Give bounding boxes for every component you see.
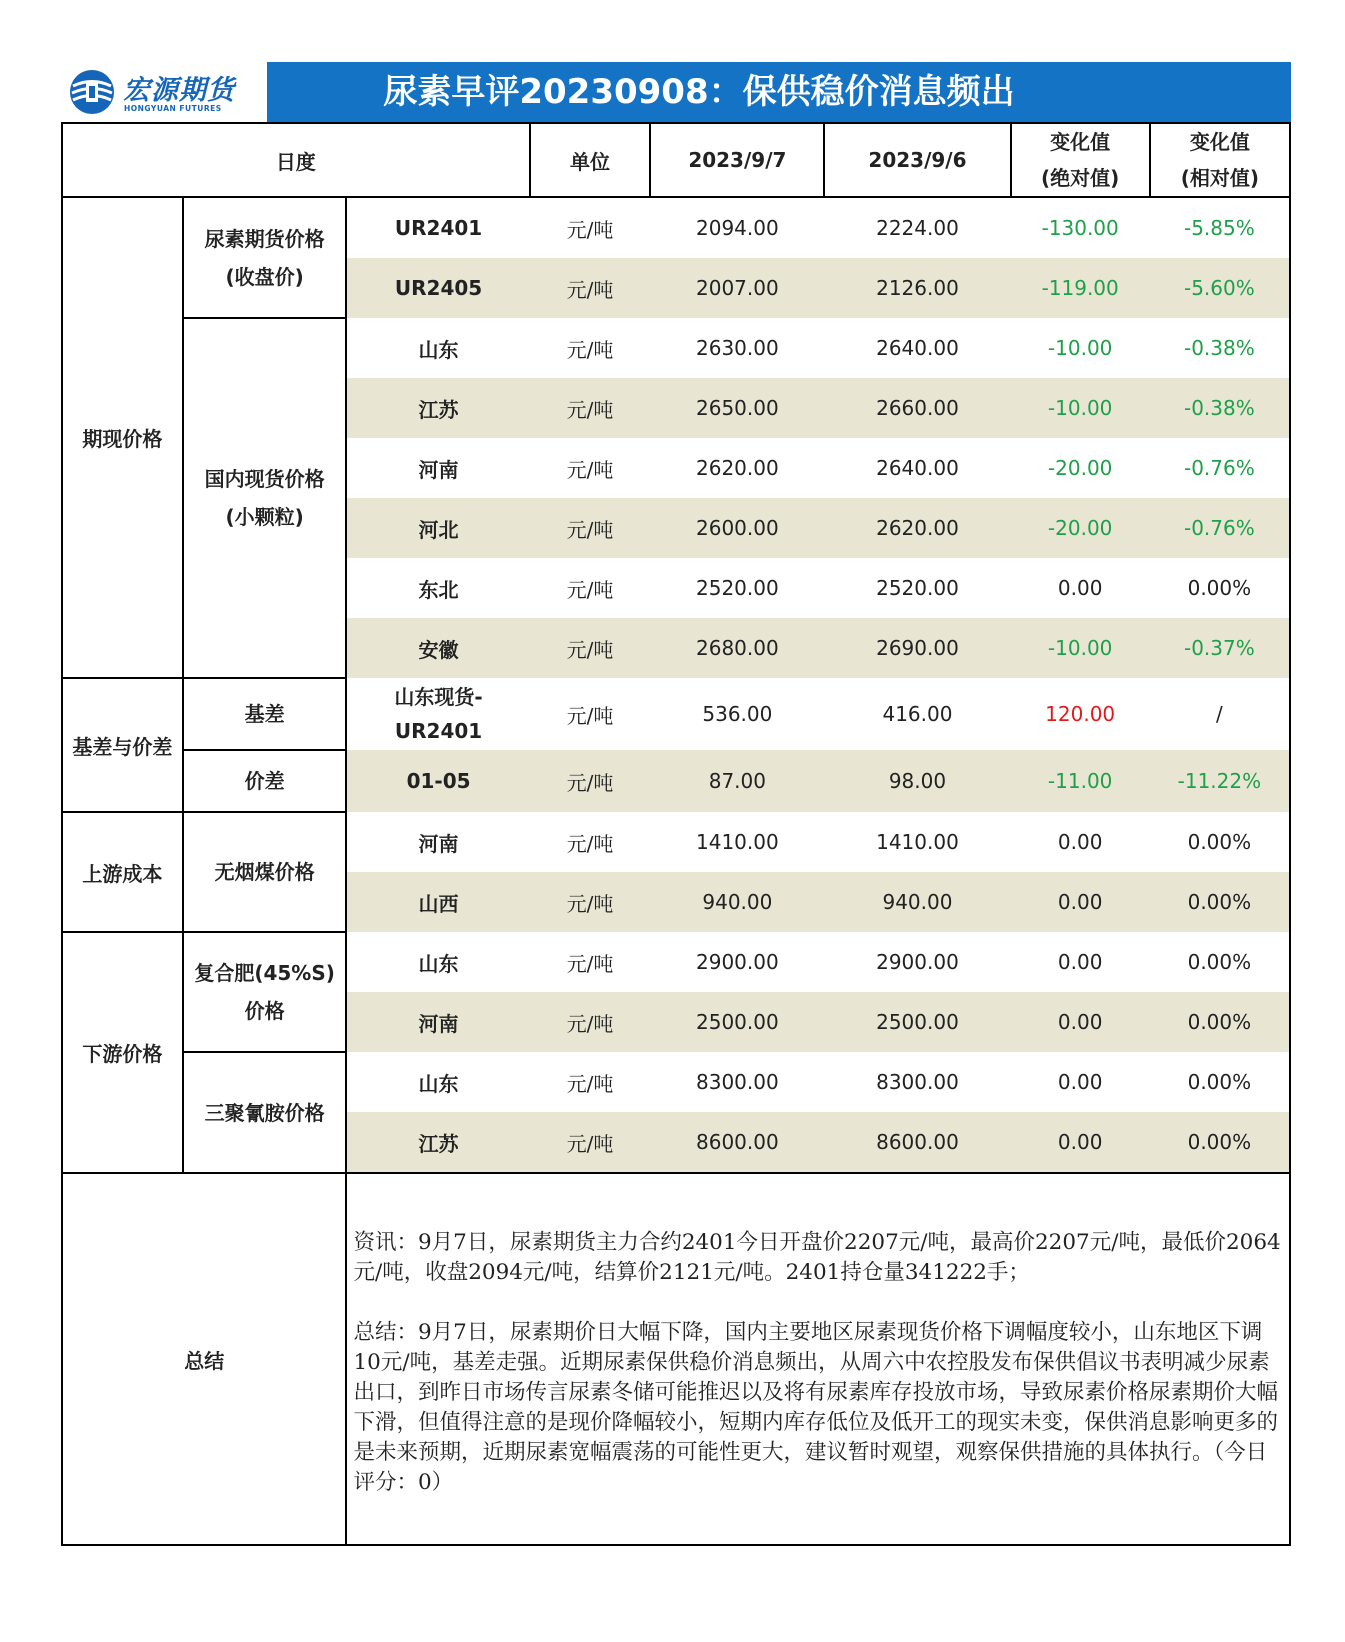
row-unit: 元/吨 — [530, 992, 651, 1052]
row-item: 山东 — [346, 1052, 529, 1112]
subcategory-spot-l1: 国内现货价格 — [204, 467, 325, 491]
price-table — [61, 122, 1291, 1546]
table-row — [62, 678, 1290, 750]
row-value-date1: 2500.00 — [650, 992, 824, 1052]
row-rel-change: -0.76% — [1150, 438, 1290, 498]
row-value-date2: 8300.00 — [824, 1052, 1010, 1112]
row-unit: 元/吨 — [530, 618, 651, 678]
row-rel-change: 0.00% — [1150, 812, 1290, 872]
row-value-date1: 2520.00 — [650, 558, 824, 618]
row-unit: 元/吨 — [530, 197, 651, 258]
row-rel-change: 0.00% — [1150, 558, 1290, 618]
report-title: 尿素早评20230908：保供稳价消息频出 — [383, 72, 1015, 112]
row-abs-change: -119.00 — [1011, 258, 1150, 318]
row-value-date2: 2640.00 — [824, 438, 1010, 498]
category-spot-futures: 期现价格 — [62, 197, 183, 678]
row-item: 江苏 — [346, 378, 529, 438]
subcategory-futures-price — [183, 197, 347, 318]
row-value-date1: 87.00 — [650, 750, 824, 812]
row-unit: 元/吨 — [530, 258, 651, 318]
logo-mark-icon — [69, 69, 115, 115]
subcategory-basis: 基差 — [183, 678, 347, 750]
table-row — [62, 318, 1290, 378]
row-rel-change: -5.85% — [1150, 197, 1290, 258]
row-unit: 元/吨 — [530, 872, 651, 932]
subcategory-compound-fertilizer — [183, 932, 347, 1052]
col-header-abs-change-l1: 变化值 — [1050, 130, 1111, 154]
row-abs-change: 120.00 — [1011, 678, 1150, 750]
row-item: 山东 — [346, 318, 529, 378]
category-basis-spread: 基差与价差 — [62, 678, 183, 812]
row-unit: 元/吨 — [530, 1112, 651, 1173]
row-abs-change: -130.00 — [1011, 197, 1150, 258]
row-value-date1: 940.00 — [650, 872, 824, 932]
category-downstream: 下游价格 — [62, 932, 183, 1173]
row-value-date2: 2620.00 — [824, 498, 1010, 558]
row-unit: 元/吨 — [530, 498, 651, 558]
col-header-rel-change — [1150, 123, 1290, 197]
row-item: 河北 — [346, 498, 529, 558]
summary-body — [346, 1173, 1290, 1545]
row-value-date2: 98.00 — [824, 750, 1010, 812]
row-value-date1: 2900.00 — [650, 932, 824, 992]
row-rel-change: 0.00% — [1150, 1112, 1290, 1173]
row-rel-change: 0.00% — [1150, 1052, 1290, 1112]
table-row — [62, 750, 1290, 812]
col-header-rel-change-l2: (相对值) — [1180, 166, 1260, 190]
company-logo — [61, 62, 269, 122]
row-unit: 元/吨 — [530, 558, 651, 618]
subcategory-spread: 价差 — [183, 750, 347, 812]
row-item-l1: 山东现货- — [394, 685, 483, 709]
row-abs-change: 0.00 — [1011, 932, 1150, 992]
row-value-date2: 8600.00 — [824, 1112, 1010, 1173]
row-abs-change: -11.00 — [1011, 750, 1150, 812]
row-abs-change: -20.00 — [1011, 438, 1150, 498]
row-value-date1: 2650.00 — [650, 378, 824, 438]
row-rel-change: -0.38% — [1150, 318, 1290, 378]
row-abs-change: 0.00 — [1011, 812, 1150, 872]
summary-row — [62, 1173, 1290, 1545]
row-item: 河南 — [346, 812, 529, 872]
row-value-date2: 2520.00 — [824, 558, 1010, 618]
row-abs-change: -10.00 — [1011, 618, 1150, 678]
row-abs-change: 0.00 — [1011, 992, 1150, 1052]
row-value-date1: 2007.00 — [650, 258, 824, 318]
row-abs-change: 0.00 — [1011, 872, 1150, 932]
row-value-date1: 8600.00 — [650, 1112, 824, 1173]
row-unit: 元/吨 — [530, 438, 651, 498]
row-value-date2: 2500.00 — [824, 992, 1010, 1052]
row-item: 安徽 — [346, 618, 529, 678]
row-value-date2: 416.00 — [824, 678, 1010, 750]
row-rel-change: 0.00% — [1150, 992, 1290, 1052]
subcategory-futures-l2: (收盘价) — [225, 264, 304, 289]
row-rel-change: 0.00% — [1150, 932, 1290, 992]
header-row — [62, 123, 1290, 197]
row-rel-change: -0.38% — [1150, 378, 1290, 438]
table-row — [62, 932, 1290, 992]
row-abs-change: 0.00 — [1011, 1112, 1150, 1173]
row-item: 河南 — [346, 992, 529, 1052]
row-value-date1: 2600.00 — [650, 498, 824, 558]
row-value-date2: 2660.00 — [824, 378, 1010, 438]
row-value-date1: 536.00 — [650, 678, 824, 750]
row-item: 01-05 — [346, 750, 529, 812]
col-header-period: 日度 — [62, 123, 530, 197]
row-item: UR2405 — [346, 258, 529, 318]
row-rel-change: / — [1150, 678, 1290, 750]
row-rel-change: 0.00% — [1150, 872, 1290, 932]
subcategory-spot-price — [183, 318, 347, 678]
subcategory-melamine: 三聚氰胺价格 — [183, 1052, 347, 1173]
row-value-date1: 1410.00 — [650, 812, 824, 872]
report-sheet — [61, 62, 1291, 1546]
table-row — [62, 197, 1290, 258]
row-rel-change: -11.22% — [1150, 750, 1290, 812]
row-abs-change: -20.00 — [1011, 498, 1150, 558]
row-rel-change: -0.76% — [1150, 498, 1290, 558]
row-abs-change: 0.00 — [1011, 558, 1150, 618]
row-value-date2: 2224.00 — [824, 197, 1010, 258]
row-value-date2: 940.00 — [824, 872, 1010, 932]
row-unit: 元/吨 — [530, 1052, 651, 1112]
subcategory-compound-l2: 价格 — [244, 999, 285, 1023]
subcategory-compound-l1: 复合肥(45%S) — [194, 961, 335, 985]
subcategory-spot-l2: (小颗粒) — [225, 505, 304, 529]
row-value-date2: 2900.00 — [824, 932, 1010, 992]
logo-chinese-name: 宏源期货 — [123, 75, 235, 106]
row-value-date1: 2630.00 — [650, 318, 824, 378]
col-header-rel-change-l1: 变化值 — [1189, 130, 1250, 154]
row-unit: 元/吨 — [530, 318, 651, 378]
row-abs-change: 0.00 — [1011, 1052, 1150, 1112]
row-item: 江苏 — [346, 1112, 529, 1173]
table-row — [62, 812, 1290, 872]
logo-english-name: HONGYUAN FUTURES — [124, 104, 222, 113]
col-header-abs-change-l2: (绝对值) — [1041, 166, 1120, 190]
row-value-date2: 1410.00 — [824, 812, 1010, 872]
row-unit: 元/吨 — [530, 932, 651, 992]
row-unit: 元/吨 — [530, 812, 651, 872]
row-rel-change: -0.37% — [1150, 618, 1290, 678]
row-value-date1: 2680.00 — [650, 618, 824, 678]
col-header-date2: 2023/9/6 — [824, 123, 1010, 197]
row-item: 山东 — [346, 932, 529, 992]
row-value-date2: 2690.00 — [824, 618, 1010, 678]
row-unit: 元/吨 — [530, 378, 651, 438]
row-abs-change: -10.00 — [1011, 378, 1150, 438]
col-header-unit: 单位 — [530, 123, 651, 197]
row-value-date1: 2094.00 — [650, 197, 824, 258]
subcategory-coal: 无烟煤价格 — [183, 812, 347, 932]
row-value-date2: 2126.00 — [824, 258, 1010, 318]
row-item — [346, 678, 529, 750]
row-value-date1: 8300.00 — [650, 1052, 824, 1112]
row-unit: 元/吨 — [530, 678, 651, 750]
row-item: UR2401 — [346, 197, 529, 258]
row-item: 山西 — [346, 872, 529, 932]
subcategory-futures-l1: 尿素期货价格 — [204, 226, 325, 251]
row-item: 东北 — [346, 558, 529, 618]
row-abs-change: -10.00 — [1011, 318, 1150, 378]
report-banner — [61, 62, 1291, 122]
summary-conclusion: 总结：9月7日，尿素期价日大幅下降，国内主要地区尿素现货价格下调幅度较小，山东地区下调10元/吨，基差走强。近期尿素保供稳价消息频出，从周六中农控股发布保供倡议书表明减少尿素出口，到昨日市场传言尿素冬储可能推迟以及将有尿素库存投放市场，导致尿素价格尿素期价大幅下滑，但值得注意的是现价降幅较小，短期内库存低位及低开工的现实未变，保供消息影响更多的是未来预期，近期尿素宽幅震荡的可能性更大，建议暂时观望，观察保供措施的具体执行。（今日评分：0） — [353, 1320, 1278, 1495]
col-header-date1: 2023/9/7 — [650, 123, 824, 197]
row-item-l2: UR2401 — [394, 719, 483, 743]
row-unit: 元/吨 — [530, 750, 651, 812]
category-upstream: 上游成本 — [62, 812, 183, 932]
col-header-abs-change — [1011, 123, 1150, 197]
row-rel-change: -5.60% — [1150, 258, 1290, 318]
summary-label: 总结 — [62, 1173, 346, 1545]
row-value-date1: 2620.00 — [650, 438, 824, 498]
row-item: 河南 — [346, 438, 529, 498]
row-value-date2: 2640.00 — [824, 318, 1010, 378]
summary-news: 资讯：9月7日，尿素期货主力合约2401今日开盘价2207元/吨，最高价2207元/吨，最低价2064元/吨，收盘2094元/吨，结算价2121元/吨。2401持仓量341222手； — [353, 1230, 1281, 1285]
table-row — [62, 1052, 1290, 1112]
